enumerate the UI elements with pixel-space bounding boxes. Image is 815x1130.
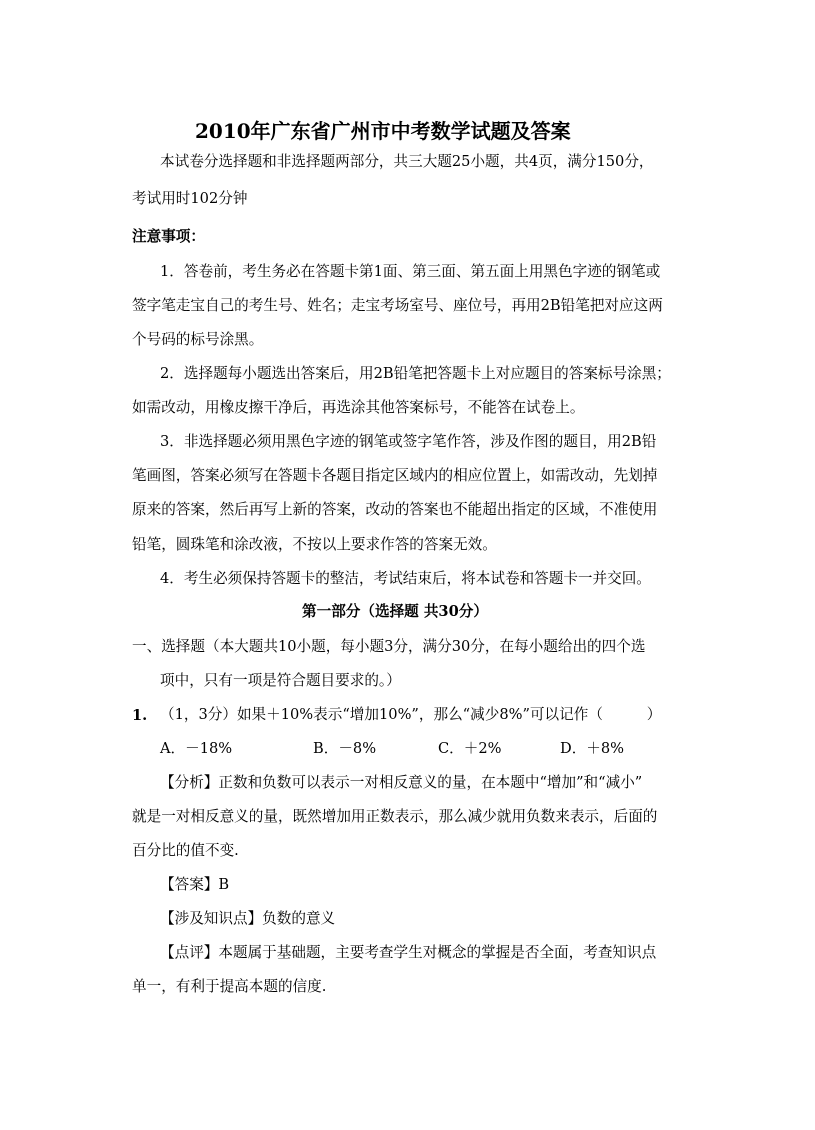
option-c: C．＋2% [438, 740, 502, 757]
notice-item-1-line: 1．答卷前，考生务必在答题卡第1面、第三面、第五面上用黑色字迹的钢笔或 [160, 263, 661, 280]
part1-heading: 第一部分（选择题 共30分） [302, 603, 488, 620]
option-a: A．－18% [160, 740, 233, 757]
analysis-line: 百分比的值不变. [132, 842, 239, 859]
notice-heading: 注意事项： [132, 228, 205, 245]
analysis-line: 【分析】正数和负数可以表示一对相反意义的量，在本题中“增加”和“减小” [160, 774, 643, 791]
page-title: 2010年广东省广州市中考数学试题及答案 [195, 119, 571, 143]
section-heading-line: 项中，只有一项是符合题目要求的。） [160, 672, 401, 689]
notice-item-3-line: 原来的答案，然后再写上新的答案，改动的答案也不能超出指定的区域，不准使用 [132, 501, 658, 518]
answer-line: 【答案】B [160, 876, 230, 893]
notice-item-3-line: 铅笔，圆珠笔和涂改液，不按以上要求作答的答案无效。 [132, 536, 497, 553]
notice-item-1-line: 签字笔走宝自己的考生号、姓名；走宝考场室号、座位号，再用2B铅笔把对应这两 [132, 297, 663, 314]
section-heading-line: 一、选择题（本大题共10小题，每小题3分，满分30分，在每小题给出的四个选 [132, 638, 646, 655]
notice-item-1-line: 个号码的标号涂黑。 [132, 331, 264, 348]
intro-line: 本试卷分选择题和非选择题两部分，共三大题25小题，共4页，满分150分， [160, 153, 654, 170]
comment-line: 【点评】本题属于基础题，主要考查学生对概念的掌握是否全面，考查知识点 [160, 944, 657, 961]
option-d: D．＋8% [560, 740, 625, 757]
notice-item-3-line: 3．非选择题必须用黑色字迹的钢笔或签字笔作答，涉及作图的题目，用2B铅 [160, 433, 657, 450]
option-b: B．－8% [313, 740, 377, 757]
question-number: 1. [132, 707, 148, 724]
notice-item-4-line: 4．考生必须保持答题卡的整洁，考试结束后，将本试卷和答题卡一并交回。 [160, 570, 651, 587]
notice-item-2-line: 如需改动，用橡皮擦干净后，再选涂其他答案标号，不能答在试卷上。 [132, 399, 585, 416]
analysis-line: 就是一对相反意义的量，既然增加用正数表示，那么减少就用负数来表示，后面的 [132, 808, 658, 825]
intro-line: 考试用时102分钟 [132, 190, 248, 207]
notice-item-3-line: 笔画图，答案必须写在答题卡各题目指定区域内的相应位置上，如需改动，先划掉 [132, 467, 658, 484]
knowledge-point-line: 【涉及知识点】负数的意义 [160, 910, 336, 927]
comment-line: 单一，有利于提高本题的信度. [132, 978, 327, 995]
notice-item-2-line: 2．选择题每小题选出答案后，用2B铅笔把答题卡上对应题目的答案标号涂黑； [160, 365, 671, 382]
question-stem: （1，3分）如果＋10%表示“增加10%”，那么“减少8%”可以记作（ ） [160, 706, 662, 723]
